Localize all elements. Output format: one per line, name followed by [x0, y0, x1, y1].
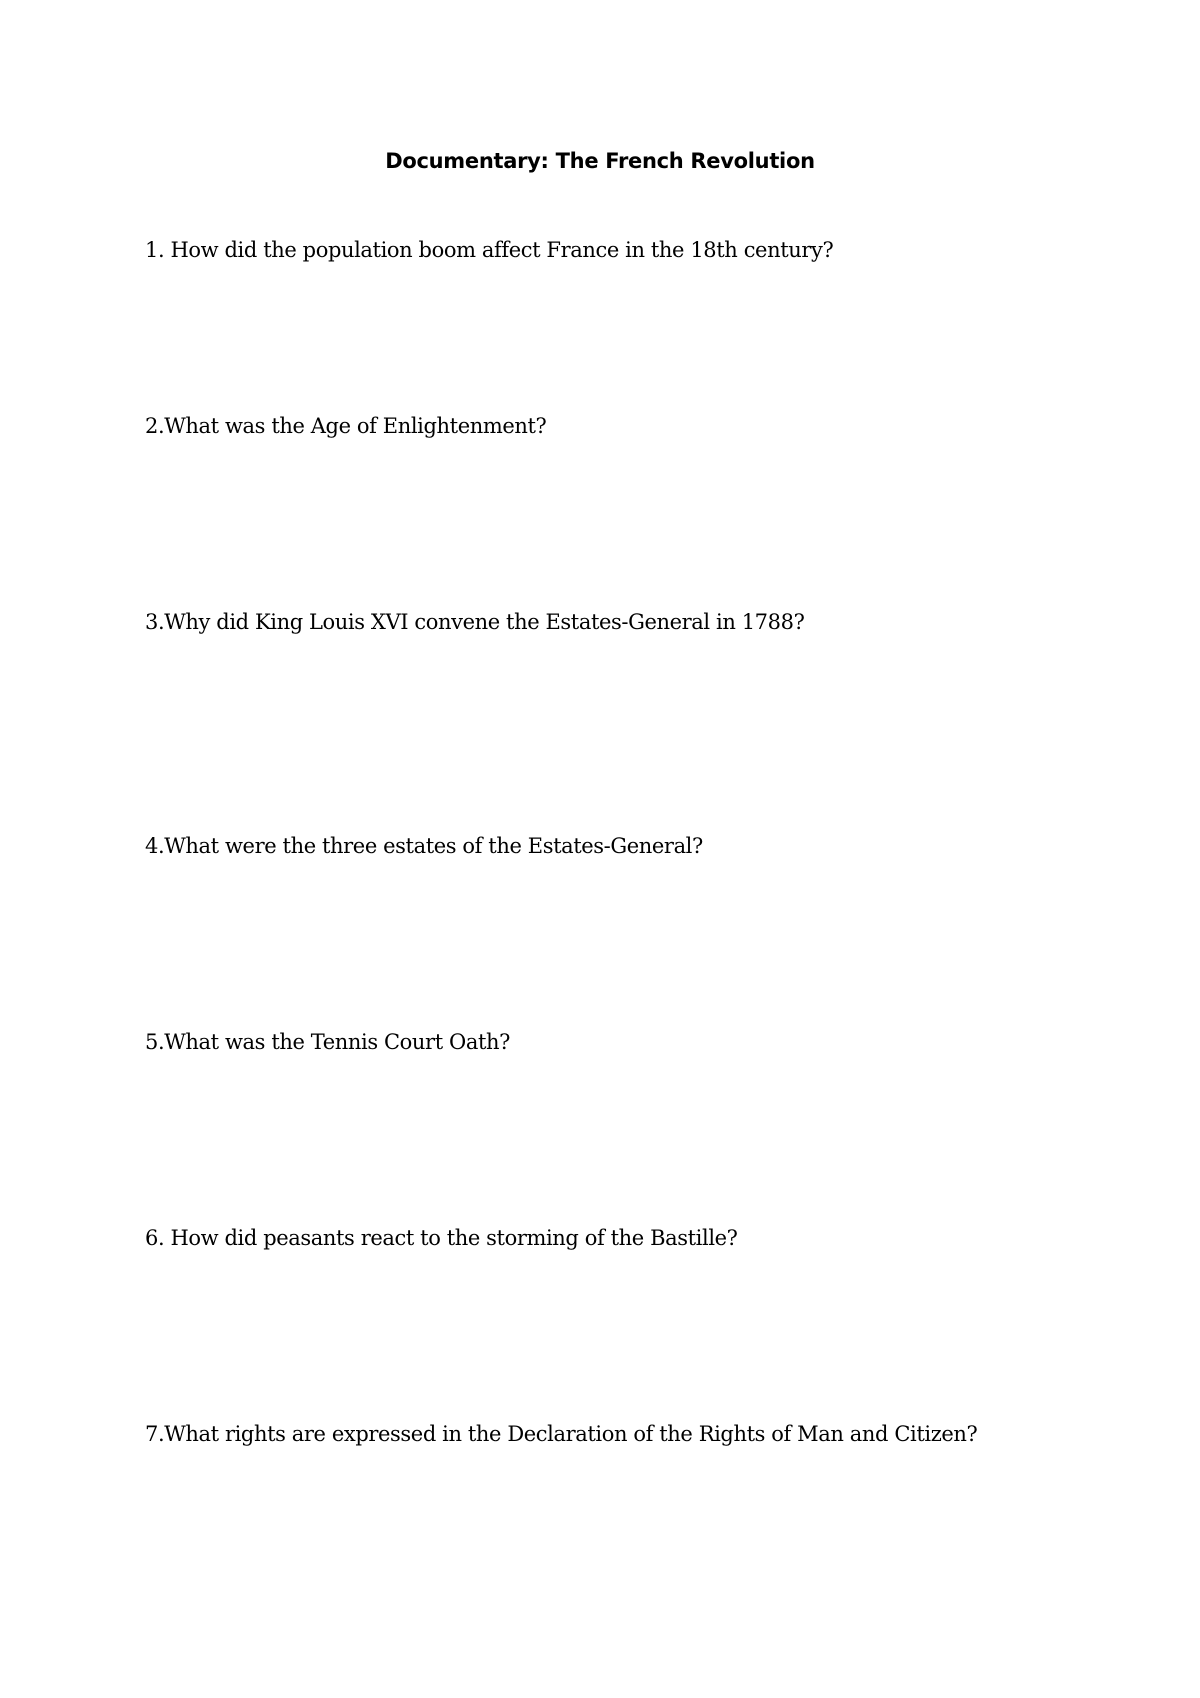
question-3: 3.Why did King Louis XVI convene the Estates-General in 1788?: [145, 610, 805, 634]
question-5: 5.What was the Tennis Court Oath?: [145, 1030, 510, 1054]
question-1: 1. How did the population boom affect France in the 18th century?: [145, 238, 834, 262]
question-6: 6. How did peasants react to the storming of the Bastille?: [145, 1226, 738, 1250]
question-7: 7.What rights are expressed in the Declaration of the Rights of Man and Citizen?: [145, 1422, 978, 1446]
document-title: Documentary: The French Revolution: [385, 149, 815, 173]
question-4: 4.What were the three estates of the Estates-General?: [145, 834, 703, 858]
question-2: 2.What was the Age of Enlightenment?: [145, 414, 547, 438]
